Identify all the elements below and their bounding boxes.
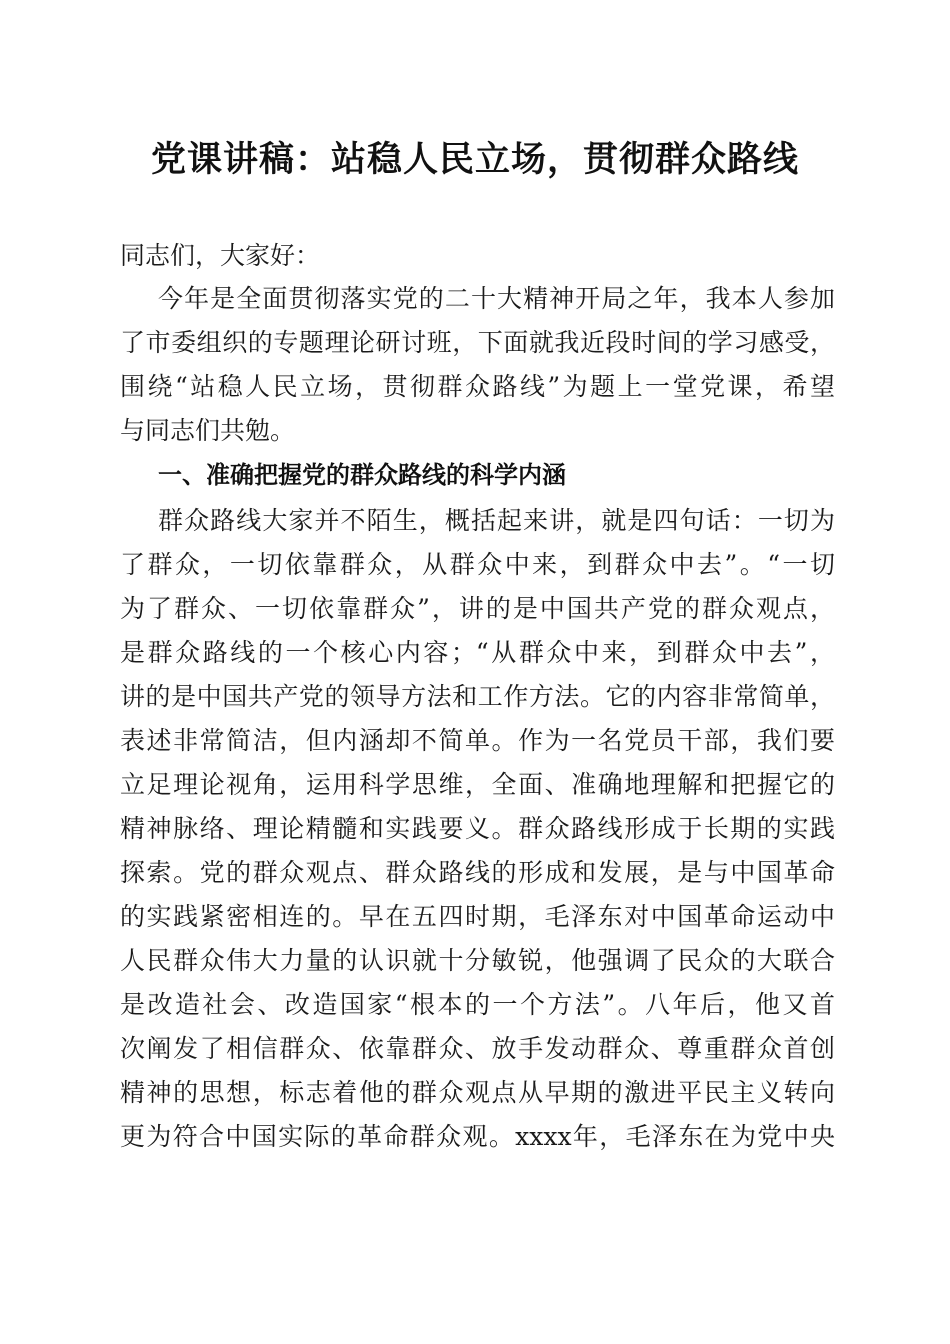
section-heading: 一、准确把握党的群众路线的科学内涵 (158, 461, 566, 489)
paragraph-line: 更为符合中国实际的革命群众观。xxxx年，毛泽东在为党中央 (120, 1122, 835, 1151)
paragraph-line: 立足理论视角，运用科学思维，全面、准确地理解和把握它的 (120, 770, 835, 799)
paragraph-line: 表述非常简洁，但内涵却不简单。作为一名党员干部，我们要 (120, 726, 835, 755)
paragraph-line: 与同志们共勉。 (120, 416, 296, 445)
paragraph-line: 人民群众伟大力量的认识就十分敏锐，他强调了民众的大联合 (120, 946, 835, 975)
paragraph-line: 今年是全面贯彻落实党的二十大精神开局之年，我本人参加 (158, 284, 835, 313)
paragraph-line: 精神脉络、理论精髓和实践要义。群众路线形成于长期的实践 (120, 814, 835, 843)
paragraph-line: 为了群众、一切依靠群众”，讲的是中国共产党的群众观点， (120, 594, 835, 623)
paragraph-line: 了市委组织的专题理论研讨班，下面就我近段时间的学习感受， (120, 328, 835, 357)
paragraph-line: 了群众，一切依靠群众，从群众中来，到群众中去”。“一切 (120, 550, 835, 579)
paragraph-line: 探索。党的群众观点、群众路线的形成和发展，是与中国革命 (120, 858, 835, 887)
paragraph-line: 精神的思想，标志着他的群众观点从早期的激进平民主义转向 (120, 1078, 835, 1107)
paragraph-line: 是改造社会、改造国家“根本的一个方法”。八年后，他又首 (120, 990, 835, 1019)
salutation: 同志们，大家好： (120, 241, 321, 270)
paragraph-line: 讲的是中国共产党的领导方法和工作方法。它的内容非常简单， (120, 682, 835, 711)
paragraph-line: 群众路线大家并不陌生，概括起来讲，就是四句话：一切为 (158, 506, 835, 535)
paragraph-line: 是群众路线的一个核心内容；“从群众中来，到群众中去”， (120, 638, 835, 667)
paragraph-line: 围绕“站稳人民立场，贯彻群众路线”为题上一堂党课，希望 (120, 372, 835, 401)
paragraph-line: 的实践紧密相连的。早在五四时期，毛泽东对中国革命运动中 (120, 902, 835, 931)
document-title: 党课讲稿：站稳人民立场，贯彻群众路线 (150, 139, 799, 180)
paragraph-line: 次阐发了相信群众、依靠群众、放手发动群众、尊重群众首创 (120, 1034, 835, 1063)
